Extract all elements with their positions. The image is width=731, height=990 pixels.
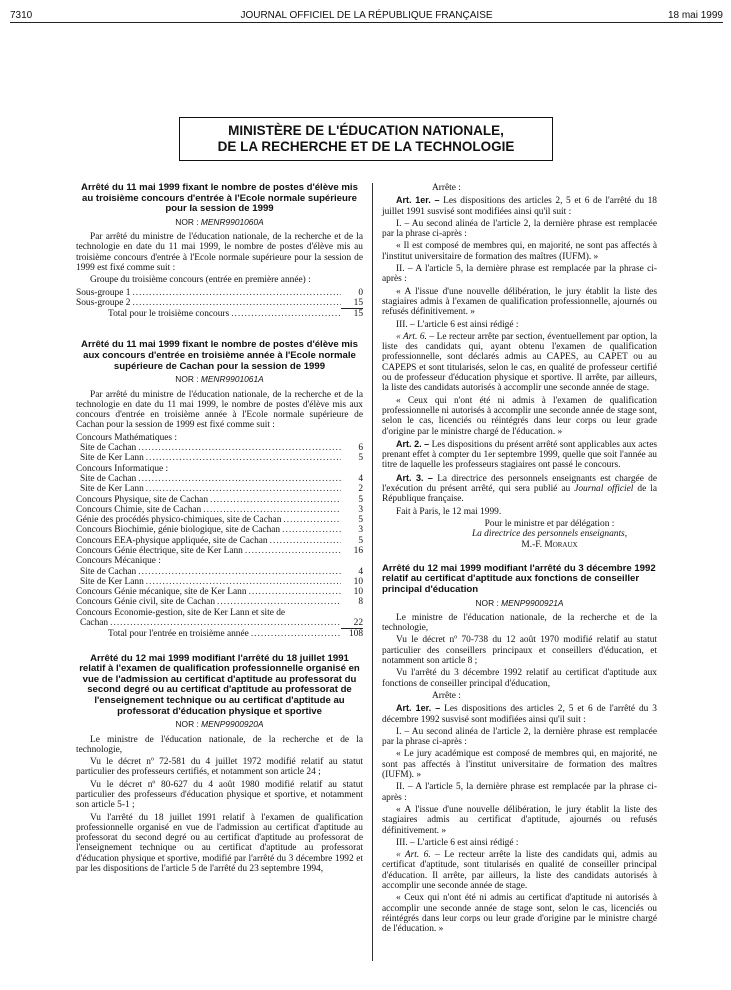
paragraph: Vu le décret nº 72-581 du 4 juillet 1972 modifié relatif au statut particulier des professeurs certifiés, et notamment son article 24 ; [76, 757, 363, 778]
issue-date: 18 mai 1999 [667, 10, 723, 21]
leader-dots [217, 597, 341, 607]
nor-line [76, 719, 363, 729]
row-label: Site de Ker Lann [80, 576, 144, 587]
article-label: Art. 1er. – [396, 195, 440, 206]
quote: « Le jury académique est composé de membres qui, en majorité, ne sont pas affectés à l'institut universitaire de formation des maîtres (IUFM). » [382, 749, 657, 781]
right-column [382, 183, 657, 936]
leader-dots [282, 525, 341, 535]
total-row [76, 309, 363, 319]
ministry-box [179, 117, 553, 161]
table-row [76, 443, 363, 453]
arrete-3-start [76, 654, 363, 875]
arrete-title: Arrêté du 12 mai 1999 modifiant l'arrêté du 3 décembre 1992 relatif au certificat d'aptitude aux fonctions de conseiller principal d'éducation [382, 562, 656, 595]
eco-row-line-1: Concours Economie-gestion, site de Ker Lann et site de [76, 607, 286, 618]
leader-dots [138, 443, 341, 453]
quote: « Ceux qui n'ont été ni admis à l'examen de qualification professionnelle ni autorisés à accomplir une seconde année de stage sont, selon le cas, licenciés ou réintégrés dans leur corps ou leur grade d'origine par le ministre chargé de l'éducation. » [382, 395, 657, 437]
paragraph: Le ministre de l'éducation nationale, de la recherche et de la technologie, [76, 734, 363, 755]
row-label: Site de Cachan [80, 443, 137, 454]
table-row [76, 536, 363, 546]
total-label: Total pour le troisième concours [108, 309, 230, 320]
row-label: Concours EEA-physique appliquée, site de Cachan [76, 535, 268, 546]
arrete-word: Arrête : [432, 183, 461, 193]
leader-dots [146, 453, 341, 463]
table-row [76, 577, 363, 587]
ministry-line-1: MINISTÈRE DE L'ÉDUCATION NATIONALE, [228, 123, 504, 138]
quote [382, 850, 657, 891]
paragraph: II. – A l'article 5, la dernière phrase est remplacée par la phrase ci-après : [382, 782, 657, 803]
page-number: 7310 [10, 10, 33, 21]
paragraph: II. – A l'article 5, la dernière phrase est remplacée par la phrase ci-après : [382, 264, 657, 285]
row-value: 5 [358, 535, 363, 546]
paragraph: Vu le décret nº 80-627 du 4 août 1980 modifié relatif au statut particulier des professeurs d'éducation physique et sportive, et notamment son article 5-1 ; [76, 779, 363, 811]
row-label: Sous-groupe 1 [76, 287, 131, 298]
nor-label: NOR : [175, 719, 199, 730]
article-label: Art. 3. – [396, 472, 433, 483]
leader-dots [231, 309, 341, 319]
signatory-name: M.-F. Moraux [521, 539, 578, 550]
row-value: 5 [358, 453, 363, 464]
total-label: Total pour l'entrée en troisième année [108, 629, 249, 640]
row-value: 8 [358, 597, 363, 608]
row-value: 2 [358, 484, 363, 495]
nor-label: NOR : [175, 374, 199, 385]
row-label: Concours Génie mécanique, site de Ker Lann [76, 587, 247, 598]
leader-dots [110, 618, 341, 628]
table-row [76, 484, 363, 494]
column-divider [372, 183, 373, 961]
nor-code: MENP9900921A [501, 597, 564, 608]
arrete-body: Par arrêté du ministre de l'éducation nationale, de la recherche et de la technologie en date du 11 mai 1999, le nombre de postes d'élève mis aux concours d'entrée en troisième année à l'Ecole normale supérieure de Cachan pour la session de 1999 est fixé comme suit : [76, 389, 363, 431]
row-value: 6 [358, 443, 363, 454]
row-label: Sous-groupe 2 [76, 297, 131, 308]
quote: « Ceux qui n'ont été ni admis au certificat d'aptitude ni autorisés à accomplir une seconde année de stage sont, selon le cas, licenciés ou réintégrés dans leur corps ou leur grade d'origine par le ministre chargé de l'éducation. » [382, 893, 657, 935]
arrete-1 [76, 183, 363, 319]
paragraph: Le ministre de l'éducation nationale, de la recherche et de la technologie, [382, 612, 657, 634]
table-row [76, 288, 363, 298]
leader-dots [146, 484, 341, 494]
nor-line [76, 217, 363, 227]
leader-dots [270, 536, 341, 546]
paragraph: Vu l'arrêté du 3 décembre 1992 relatif au certificat d'aptitude aux fonctions de conseiller principal d'éducation, [382, 668, 657, 689]
leader-dots [146, 577, 341, 587]
article-3 [382, 473, 657, 505]
row-label: Concours Génie civil, site de Cachan [76, 597, 216, 608]
page-header [10, 4, 723, 24]
table-row [76, 495, 363, 505]
signature-line-2: La directrice des personnels enseignants, [471, 529, 628, 540]
nor-line [382, 598, 657, 608]
nor-code: MENR9901061A [200, 374, 264, 385]
left-column [76, 183, 363, 876]
article-text: Les dispositions du présent arrêté sont applicables aux actes prenant effet à compter du 1er septembre 1999, quelle que soit l'année au titre de laquelle les professeurs stagiaires ont passé le concours. [382, 439, 658, 471]
table-row [76, 587, 363, 597]
table-row [76, 618, 363, 628]
row-label: Concours Génie électrique, site de Ker Lann [76, 545, 243, 556]
leader-dots [210, 495, 341, 505]
leader-dots [138, 474, 341, 484]
paragraph: III. – L'article 6 est ainsi rédigé : [396, 319, 519, 330]
table-row [76, 474, 363, 484]
row-label: Site de Ker Lann [80, 484, 144, 495]
leader-dots [249, 587, 341, 597]
arrete-title: Arrêté du 11 mai 1999 fixant le nombre de postes d'élève mis au troisième concours d'entrée à l'Ecole normale supérieure pour la session de 1999 [81, 182, 358, 215]
paragraph: Vu le décret nº 70-738 du 12 août 1970 modifié relatif au statut particulier des conseillers principaux et conseillers d'éducation, et notamment son article 8 ; [382, 635, 657, 667]
table-row [76, 567, 363, 577]
row-label: Concours Physique, site de Cachan [76, 494, 209, 505]
row-value: 3 [358, 525, 363, 536]
arrete-body: Par arrêté du ministre de l'éducation nationale, de la recherche et de la technologie en date du 11 mai 1999, le nombre de postes d'élève mis au troisième concours d'entrée à l'Ecole normale supérieure pour la session de 1999 est fixé comme suit : [76, 232, 363, 273]
row-value: 0 [358, 287, 363, 298]
total-value: 15 [353, 309, 363, 320]
paragraph: Vu l'arrêté du 18 juillet 1991 relatif à l'examen de qualification professionnelle organisé en vue de l'admission au certificat d'aptitude au professorat du second degré ou au certificat d'aptitude au professorat de l'enseignement technique ou au certificat d'aptitude au professorat d'éducation physique et sportive, modifié par l'arrêté du 3 décembre 1992 et par les dispositions de l'article 5 de l'arrêté du 23 septembre 1994, [76, 812, 363, 875]
row-label: Site de Cachan [80, 473, 137, 484]
group-title: Groupe du troisième concours (entrée en première année) : [90, 275, 311, 286]
total-value: 108 [348, 629, 363, 640]
quote: « A l'issue d'une nouvelle délibération, le jury établit la liste des stagiaires admis au certificat d'aptitude, ajournés ou refusés définitivement. » [382, 804, 657, 836]
fait-line: Fait à Paris, le 12 mai 1999. [396, 506, 502, 517]
paragraph: I. – Au second alinéa de l'article 2, la dernière phrase est remplacée par la phrase ci-après : [382, 726, 657, 748]
article-text: Les dispositions des articles 2, 5 et 6 de l'arrêté du 18 juillet 1991 susvisé sont modifiées ainsi qu'il suit : [382, 196, 657, 217]
row-value: 5 [358, 494, 363, 505]
quote-text: – Le recteur arrête la liste des candidats qui, admis au certificat d'aptitude, sont titularisés en qualité de conseiller principal d'éducation. Il arrête, par ailleurs, la liste des candidats autorisés à accomplir une seconde année de stage. [382, 850, 658, 891]
quote-label: « Art. 6. [396, 850, 431, 861]
row-value: 4 [358, 473, 363, 484]
article-2 [382, 439, 657, 471]
row-label: Génie des procédés physico-chimiques, site de Cachan [76, 515, 282, 526]
paragraph: III. – L'article 6 est ainsi rédigé : [396, 837, 519, 848]
arrete-3-cont [382, 183, 657, 550]
row-value: 4 [358, 566, 363, 577]
row-label: Concours Biochimie, génie biologique, site de Cachan [76, 525, 281, 536]
row-label: Site de Cachan [80, 566, 137, 577]
ministry-line-2: DE LA RECHERCHE ET DE LA TECHNOLOGIE [217, 139, 515, 154]
nor-label: NOR : [175, 216, 199, 227]
arrete-2 [76, 340, 363, 639]
article-text: Les dispositions des articles 2, 5 et 6 de l'arrêté du 3 décembre 1992 susvisé sont modifiées ainsi qu'il suit : [382, 704, 657, 725]
row-label: Concours Chimie, site de Cachan [76, 504, 202, 515]
article-text: La directrice des personnels enseignants est chargée de l'exécution du présent arrêté, qui sera publié au [382, 473, 658, 495]
row-label: Cachan [80, 618, 109, 629]
row-value: 22 [353, 618, 363, 629]
article-label: Art. 1er. – [396, 703, 441, 714]
quote: « A l'issue d'une nouvelle délibération, le jury établit la liste des stagiaires admis à l'examen de qualification professionnelle, ajournés ou refusés définitivement. » [382, 286, 657, 318]
leader-dots [132, 288, 341, 298]
table-row [76, 505, 363, 515]
row-value: 15 [353, 297, 363, 308]
leader-dots [251, 629, 341, 639]
leader-dots [138, 567, 341, 577]
table-row [76, 298, 363, 308]
journal-title: JOURNAL OFFICIEL DE LA RÉPUBLIQUE FRANÇAISE [240, 10, 493, 21]
concours-heading: Concours Mécanique : [76, 556, 161, 567]
signature-line-1: Pour le ministre et par délégation : [484, 518, 615, 529]
header-rule [10, 22, 723, 23]
table-row [76, 515, 363, 525]
article-1 [382, 195, 657, 217]
row-value: 5 [358, 515, 363, 526]
leader-dots [283, 515, 341, 525]
nor-code: MENP9900920A [201, 719, 264, 730]
concours-heading: Concours Mathématiques : [76, 432, 178, 443]
nor-line [76, 374, 363, 384]
concours-heading: Concours Informatique : [76, 463, 169, 474]
leader-dots [203, 505, 341, 515]
leader-dots [245, 546, 341, 556]
table-row [76, 453, 363, 463]
row-value: 16 [353, 545, 363, 556]
arrete-title: Arrêté du 11 mai 1999 fixant le nombre de postes d'élève mis aux concours d'entrée en troisième année à l'Ecole normale supérieure de Cachan pour la session de 1999 [81, 339, 358, 372]
total-row [76, 629, 363, 639]
table-row [76, 525, 363, 535]
leader-dots [132, 298, 341, 308]
journal-officiel: Journal officiel [574, 484, 634, 495]
nor-label: NOR : [475, 597, 499, 608]
article-1 [382, 703, 657, 725]
quote: « Il est composé de membres qui, en majorité, ne sont pas affectés à l'institut universitaire de formation des maîtres (IUFM). » [382, 241, 657, 262]
article-label: Art. 2. – [396, 438, 430, 449]
row-value: 3 [358, 504, 363, 515]
row-value: 10 [353, 587, 363, 598]
quote [382, 332, 657, 394]
quote-text: – Le recteur arrête par section, éventuellement par option, la liste des candidats qui, ayant obtenu l'examen de qualification professionnelle, sont déclarés admis au CAPES, au CAPET ou au CAPEPS et sont titularisés, selon le cas, en qualité de professeur certifié ou de professeur d'éducation physique et sportive. Il arrête, par ailleurs, la liste des candidats autorisés à accomplir une seconde année de stage. [382, 331, 658, 394]
quote-label: « Art. 6. [396, 331, 427, 342]
paragraph: I. – Au second alinéa de l'article 2, la dernière phrase est remplacée par la phrase ci-après : [382, 218, 657, 240]
table-row [76, 597, 363, 607]
table-row [76, 546, 363, 556]
arrete-title: Arrêté du 12 mai 1999 modifiant l'arrêté du 18 juillet 1991 relatif à l'examen de qualification professionnelle organisé en vue de l'admission au certificat d'aptitude au professorat du second degré ou au certificat d'aptitude au professorat de l'enseignement technique ou au certificat d'aptitude au professorat d'éducation physique et sportive [79, 652, 360, 717]
arrete-word: Arrête : [432, 690, 461, 701]
row-label: Site de Ker Lann [80, 453, 144, 464]
row-value: 10 [353, 576, 363, 587]
arrete-4 [382, 564, 657, 935]
article-text-end: de la République française. [382, 484, 658, 505]
nor-code: MENR9901060A [200, 216, 264, 227]
